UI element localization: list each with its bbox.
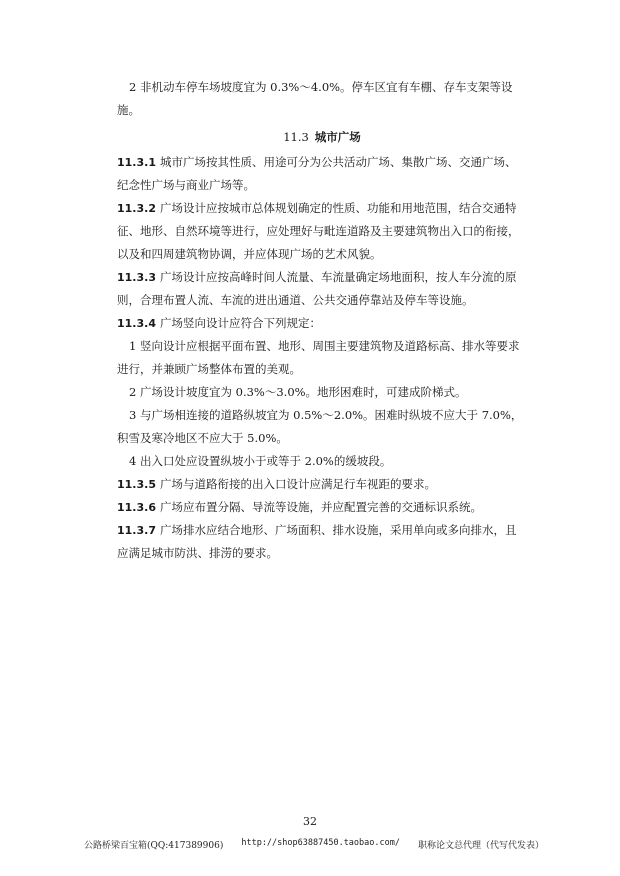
clause-number: 11.3.1: [117, 156, 156, 169]
clause-text: 广场竖向设计应符合下列规定：: [159, 316, 321, 330]
section-heading: [117, 126, 527, 149]
clause-number: 11.3.4: [117, 317, 156, 330]
clause-number: 11.3.3: [117, 271, 156, 284]
clause-11-3-3: [117, 266, 527, 312]
footer-right-text: 职称论文总代理（代写代发表）: [417, 841, 544, 851]
clause-11-3-5: [117, 473, 527, 496]
clause-number: 11.3.6: [117, 501, 156, 514]
clause-text: 广场设计应按城市总体规划确定的性质、功能和用地范围，结合交通特征、地形、自然环境等进行，应处理好与毗连道路及主要建筑物出入口的衔接，以及和四周建筑物协调，并应体现广场的艺术风貌。: [117, 201, 520, 261]
intro-item-2: 2 非机动车停车场坡度宜为 0.3%～4.0%。停车区宜有车棚、存车支架等设施。: [117, 80, 513, 117]
page-number: 32: [303, 815, 317, 828]
clause-11-3-4-item-3: 3 与广场相连接的道路纵坡宜为 0.5%～2.0%。困难时纵坡不应大于 7.0%，积雪及寒冷地区不应大于 5.0%。: [117, 408, 523, 445]
clause-11-3-4-item-2: 2 广场设计坡度宜为 0.3%～3.0%。地形困难时，可建成阶梯式。: [129, 385, 467, 399]
clause-text: 广场应布置分隔、导流等设施，并应配置完善的交通标识系统。: [159, 500, 482, 514]
clause-11-3-4-item-1: 1 竖向设计应根据平面布置、地形、周围主要建筑物及道路标高、排水等要求进行，并兼顾广场整体布置的美观。: [117, 339, 520, 376]
page-content: [117, 76, 527, 565]
clause-text: 城市广场按其性质、用途可分为公共活动广场、集散广场、交通广场、纪念性广场与商业广场等。: [117, 155, 517, 192]
clause-text: 广场与道路衔接的出入口设计应满足行车视距的要求。: [159, 477, 436, 491]
clause-11-3-4: [117, 312, 527, 335]
footer-url-link[interactable]: http://shop63887450.taobao.com/: [241, 838, 400, 848]
clause-number: 11.3.7: [117, 524, 156, 537]
section-number: 11.3: [283, 130, 309, 144]
footer-left-text: 公路桥梁百宝箱(QQ:417389906): [84, 841, 224, 851]
clause-number: 11.3.2: [117, 202, 156, 215]
clause-text: 广场排水应结合地形、广场面积、排水设施，采用单向或多向排水，且应满足城市防洪、排涝的要求。: [117, 523, 517, 560]
clause-11-3-1: [117, 151, 527, 197]
section-title: 城市广场: [314, 130, 361, 144]
page-footer: [84, 838, 544, 851]
clause-number: 11.3.5: [117, 478, 156, 491]
clause-11-3-7: [117, 519, 527, 565]
clause-text: 广场设计应按高峰时间人流量、车流量确定场地面积，按人车分流的原则，合理布置人流、车流的进出通道、公共交通停靠站及停车等设施。: [117, 270, 517, 307]
clause-11-3-4-item-4: 4 出入口处应设置纵坡小于或等于 2.0%的缓坡段。: [129, 454, 392, 468]
clause-11-3-6: [117, 496, 527, 519]
clause-11-3-2: [117, 197, 527, 266]
